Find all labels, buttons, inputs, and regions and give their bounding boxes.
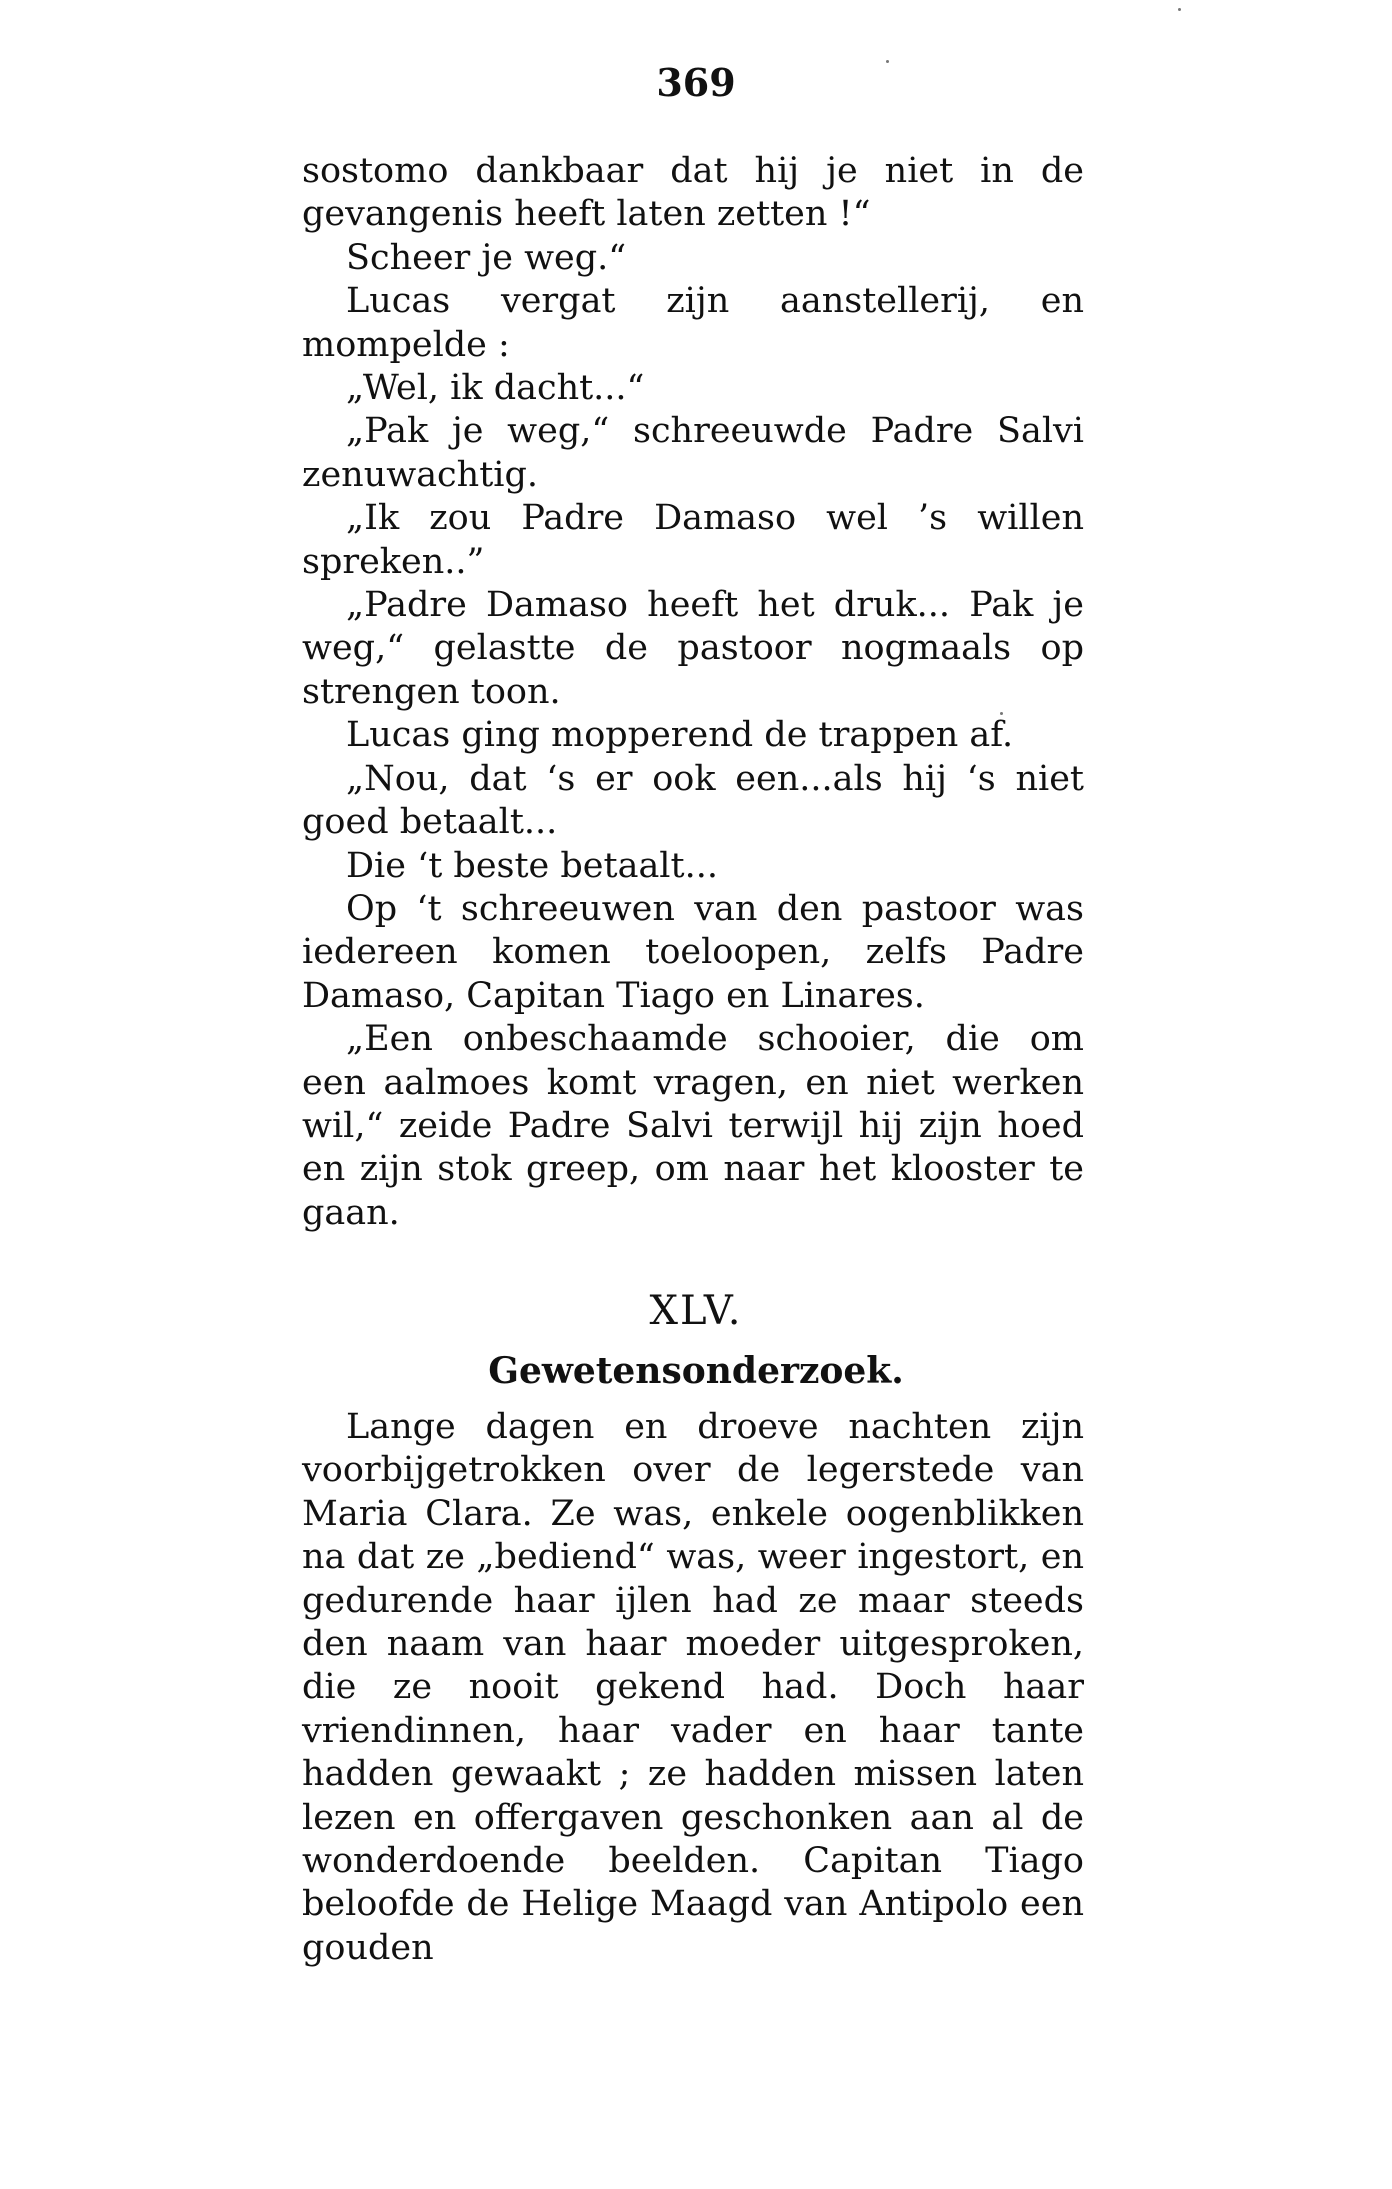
- text-block-before-chapter: [302, 150, 1084, 1235]
- page-number: 369: [656, 60, 736, 105]
- chapter-title: Gewetensonderzoek.: [488, 1350, 904, 1392]
- print-speck: [1000, 712, 1003, 715]
- paragraph: Op ‘t schreeuwen van den pastoor was iedereen komen toeloopen, zelfs Padre Damaso, Capitan Tiago en Linares.: [302, 888, 1084, 1016]
- paragraph: „Een onbeschaamde schooier, die om een aalmoes komt vragen, en niet werken wil,“ zeide Padre Salvi terwijl hij zijn hoed en zijn stok greep, om naar het klooster te gaan.: [302, 1019, 1084, 1233]
- paragraph: „Padre Damaso heeft het druk... Pak je weg,“ gelastte de pastoor nogmaals op strengen toon.: [302, 585, 1084, 712]
- paragraph: Lange dagen en droeve nachten zijn voorbijgetrokken over de legerstede van Maria Clara. Ze was, enkele oogenblikken na dat ze „bediend“ was, weer ingestort, en gedurende haar ijlen had ze maar steeds den naam van haar moeder uitgesproken, die ze nooit gekend had. Doch haar vriendinnen, haar vader en haar tante hadden gewaakt ; ze hadden missen laten lezen en offergaven geschonken aan al de wonderdoende beelden. Capitan Tiago beloofde de Helige Maagd van Antipolo een gouden: [302, 1407, 1084, 1968]
- print-speck: [886, 60, 889, 63]
- chapter-number: XLV.: [649, 1288, 743, 1334]
- text-block-after-chapter: [302, 1406, 1084, 1970]
- paragraph: „Pak je weg,“ schreeuwde Padre Salvi zenuwachtig.: [302, 411, 1084, 495]
- paragraph: „Ik zou Padre Damaso wel ’s willen spreken..”: [302, 498, 1084, 582]
- paragraph: Scheer je weg.“: [346, 237, 627, 278]
- paragraph: sostomo dankbaar dat hij je niet in de gevangenis heeft laten zetten !“: [302, 151, 1084, 235]
- print-speck: [1178, 8, 1181, 11]
- paragraph: Lucas vergat zijn aanstellerij, en mompelde :: [302, 281, 1084, 365]
- paragraph: Lucas ging mopperend de trappen af.: [346, 715, 1014, 756]
- paragraph: „Nou, dat ‘s er ook een...als hij ‘s niet goed betaalt...: [302, 758, 1084, 843]
- paragraph: „Wel, ik dacht...“: [346, 368, 645, 409]
- paragraph: Die ‘t beste betaalt...: [346, 845, 718, 886]
